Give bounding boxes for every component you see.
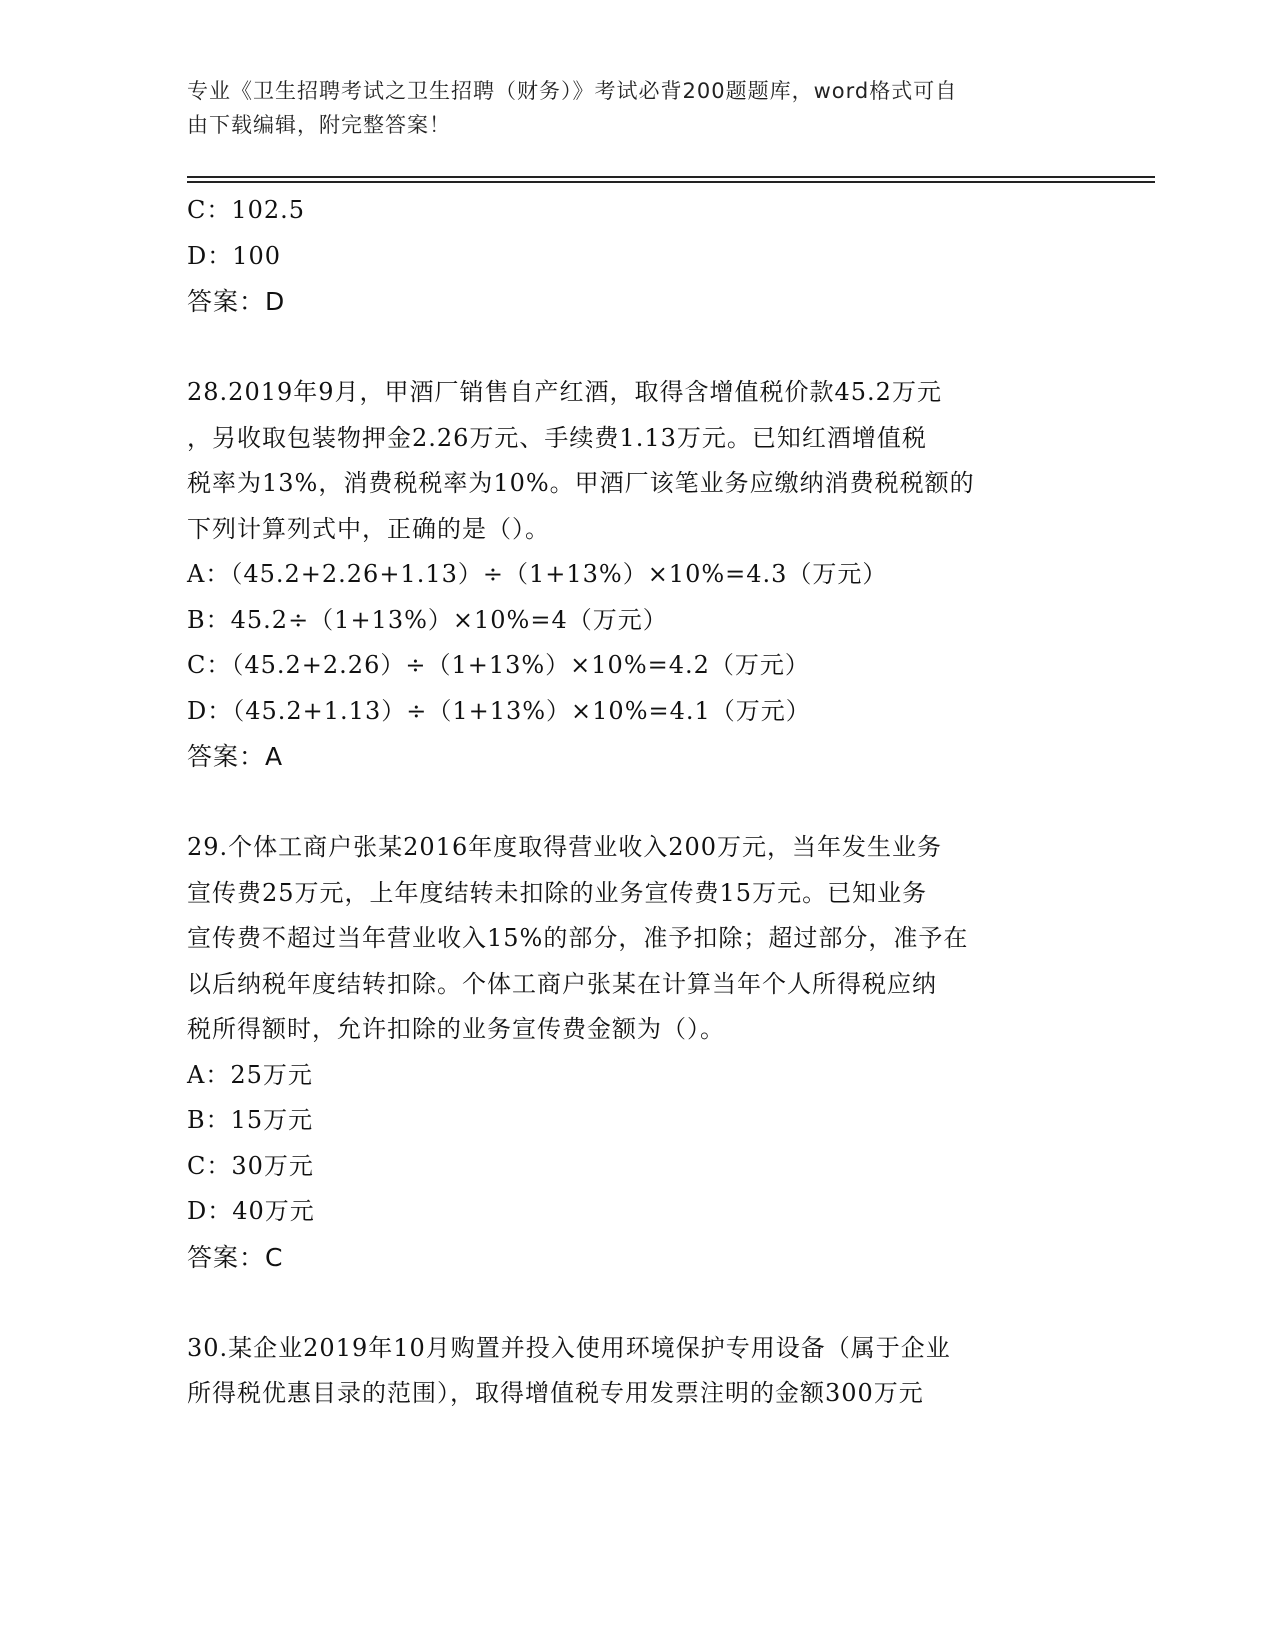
header-line-1: 专业《卫生招聘考试之卫生招聘（财务）》考试必背200题题库，word格式可自: [187, 79, 958, 103]
option-d: D：100: [187, 241, 282, 270]
question-28: [187, 370, 1087, 780]
spacer: [187, 325, 1087, 371]
document-body: [187, 188, 1087, 1417]
spacer: [187, 780, 1087, 826]
question-text-line: 所得税优惠目录的范围），取得增值税专用发票注明的金额300万元: [187, 1379, 924, 1407]
document-header: [187, 74, 1067, 142]
header-divider-bottom: [187, 181, 1155, 183]
question-29: [187, 825, 1087, 1280]
question-text-line: 下列计算列式中，正确的是（）。: [187, 514, 550, 543]
option-a: A：25万元: [187, 1060, 313, 1089]
question-text-line: 税率为13%，消费税税率为10%。甲酒厂该笔业务应缴纳消费税税额的: [187, 469, 975, 497]
question-text-line: 税所得额时，允许扣除的业务宣传费金额为（）。: [187, 1015, 725, 1043]
option-c: C：（45.2+2.26）÷（1+13%）×10%=4.2（万元）: [187, 651, 810, 679]
header-line-2: 由下载编辑，附完整答案！: [187, 113, 451, 137]
question-30: [187, 1326, 1087, 1417]
answer: 答案：D: [187, 287, 286, 316]
previous-question-tail: [187, 188, 1087, 325]
question-text-line: 宣传费不超过当年营业收入15%的部分，准予扣除；超过部分，准予在: [187, 924, 969, 952]
question-text-line: 以后纳税年度结转扣除。个体工商户张某在计算当年个人所得税应纳: [187, 969, 937, 998]
option-c: C：30万元: [187, 1151, 314, 1180]
question-text-line: 30.某企业2019年10月购置并投入使用环境保护专用设备（属于企业: [187, 1333, 951, 1362]
option-b: B：45.2÷（1+13%）×10%=4（万元）: [187, 605, 668, 634]
option-b: B：15万元: [187, 1106, 314, 1134]
option-a: A：（45.2+2.26+1.13）÷（1+13%）×10%=4.3（万元）: [187, 560, 888, 588]
answer: 答案：C: [187, 1242, 284, 1272]
question-text-line: ，另收取包装物押金2.26万元、手续费1.13万元。已知红酒增值税: [187, 423, 927, 452]
option-d: D：（45.2+1.13）÷（1+13%）×10%=4.1（万元）: [187, 696, 811, 725]
question-text-line: 宣传费25万元，上年度结转未扣除的业务宣传费15万元。已知业务: [187, 878, 928, 907]
answer: 答案：A: [187, 742, 284, 771]
option-d: D：40万元: [187, 1197, 315, 1225]
spacer: [187, 1280, 1087, 1326]
question-text-line: 29.个体工商户张某2016年度取得营业收入200万元，当年发生业务: [187, 833, 943, 861]
option-c: C：102.5: [187, 196, 306, 224]
header-divider-top: [187, 176, 1155, 178]
question-text-line: 28.2019年9月，甲酒厂销售自产红酒，取得含增值税价款45.2万元: [187, 378, 942, 406]
